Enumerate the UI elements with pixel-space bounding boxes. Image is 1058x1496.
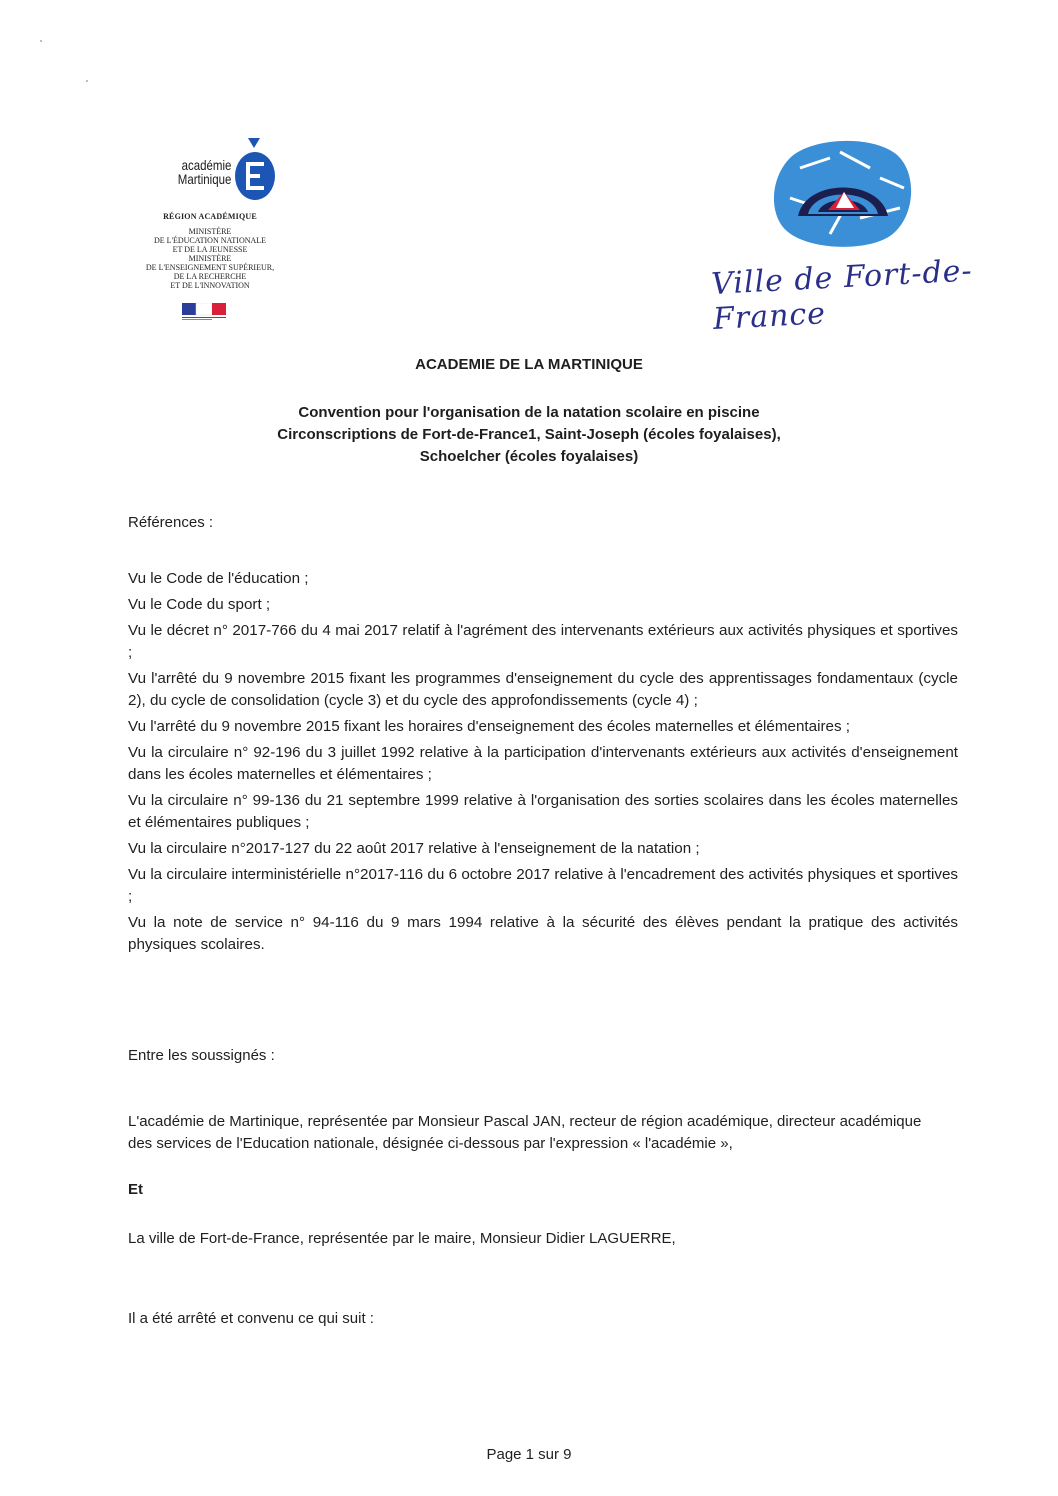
- reference-item: Vu le Code du sport ;: [128, 596, 271, 613]
- martinique-word: Martinique: [177, 171, 232, 187]
- ministry-line: DE LA RECHERCHE: [173, 272, 247, 281]
- ministry-line: DE L'ENSEIGNEMENT SUPÉRIEUR,: [145, 263, 275, 272]
- academie-e-icon: [232, 136, 278, 202]
- scan-speck: [40, 40, 42, 42]
- reference-item: Vu la circulaire interministérielle n°2017-116 du 6 octobre 2017 relative à l'encadrement des activités physiques et sportives ;: [128, 866, 958, 905]
- agreement-intro: Il a été arrêté et convenu ce qui suit :: [128, 1310, 374, 1327]
- convention-title-line-3: Schoelcher (écoles foyalaises): [419, 448, 639, 465]
- et-separator: Et: [128, 1181, 143, 1198]
- reference-item: Vu l'arrêté du 9 novembre 2015 fixant les horaires d'enseignement des écoles maternelles et élémentaires ;: [128, 718, 850, 735]
- ville-party-paragraph: La ville de Fort-de-France, représentée par le maire, Monsieur Didier LAGUERRE,: [128, 1230, 676, 1247]
- academie-wordmark: [178, 158, 232, 186]
- city-signature: Ville de Fort-de-France: [710, 253, 974, 338]
- reference-item: Vu le Code de l'éducation ;: [128, 570, 309, 587]
- reference-item: Vu le décret n° 2017-766 du 4 mai 2017 relatif à l'agrément des intervenants extérieurs aux activités physiques et sportives ;: [128, 622, 958, 661]
- document-title: ACADEMIE DE LA MARTINIQUE: [415, 356, 643, 373]
- marianne-flag-icon: [182, 303, 226, 321]
- ministry-line: MINISTÈRE: [188, 254, 232, 263]
- ministry-line: DE L'ÉDUCATION NATIONALE: [153, 236, 267, 245]
- convention-title-line-1: Convention pour l'organisation de la natation scolaire en piscine: [298, 404, 760, 421]
- page-number: Page 1 sur 9: [486, 1446, 572, 1463]
- academie-ministries: [130, 212, 290, 290]
- references-list: [128, 568, 958, 960]
- scan-speck: [86, 80, 88, 82]
- reference-item: Vu l'arrêté du 9 novembre 2015 fixant les programmes d'enseignement du cycle des apprentissages fondamentaux (cycle 2), du cycle de consolidation (cycle 3) et du cycle des approfondissements (cycle 4) ;: [128, 670, 958, 709]
- reference-item: Vu la circulaire n° 92-196 du 3 juillet 1992 relative à la participation d'intervenants extérieurs aux activités d'enseignement dans les écoles maternelles et élémentaires ;: [128, 744, 958, 783]
- ministry-line: ET DE L'INNOVATION: [170, 281, 250, 290]
- references-label: Références :: [128, 514, 214, 531]
- ministry-line: ET DE LA JEUNESSE: [172, 245, 248, 254]
- reference-item: Vu la circulaire n° 99-136 du 21 septembre 1999 relative à l'organisation des sorties scolaires dans les écoles maternelles et élémentaires publiques ;: [128, 792, 958, 831]
- ministry-line: MINISTÈRE: [188, 227, 232, 236]
- reference-item: Vu la note de service n° 94-116 du 9 mars 1994 relative à la sécurité des élèves pendant la pratique des activités physiques scolaires.: [128, 914, 958, 953]
- convention-title-line-2: Circonscriptions de Fort-de-France1, Saint-Joseph (écoles foyalaises),: [277, 426, 781, 443]
- parties-intro: Entre les soussignés :: [128, 1047, 275, 1064]
- reference-item: Vu la circulaire n°2017-127 du 22 août 2017 relative à l'enseignement de la natation ;: [128, 840, 700, 857]
- region-label: RÉGION ACADÉMIQUE: [163, 212, 257, 221]
- academie-party-paragraph: L'académie de Martinique, représentée par Monsieur Pascal JAN, recteur de région académique, directeur académique des services de l'Education nationale, désignée ci-dessous par l'expression « l'académie »,: [128, 1113, 922, 1152]
- fort-de-france-logo-icon: [770, 138, 916, 250]
- academie-word: académie: [181, 157, 232, 173]
